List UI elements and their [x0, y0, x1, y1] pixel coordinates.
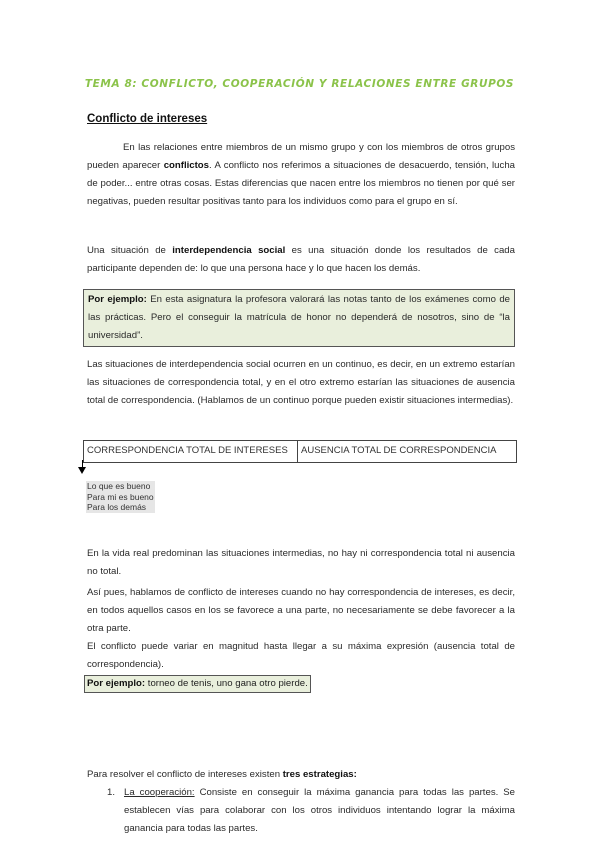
- note-line: Lo que es bueno: [87, 481, 151, 491]
- example-inline-box: [84, 675, 311, 693]
- list-number: 1.: [107, 787, 116, 798]
- example-paragraph: [88, 291, 510, 345]
- list-term: La cooperación:: [124, 787, 195, 798]
- example-text: En esta asignatura la profesora valorará las notas tanto de los exámenes como de las prácticas. Pero el conseguir la matrícula de honor no dependerá de nosotros, sino de “la universidad”.: [88, 294, 511, 341]
- table-cell-ausencia: AUSENCIA TOTAL DE CORRESPONDENCIA: [301, 445, 497, 456]
- text-run: Para resolver el conflicto de intereses existen: [87, 769, 283, 780]
- table-cell-total: CORRESPONDENCIA TOTAL DE INTERESES: [84, 441, 298, 462]
- list-text: Consiste en conseguir la máxima ganancia para todas las partes. Se establecen vías para colaborar con los otros individuos intentando lograr la máxima ganancia para todas las partes.: [124, 787, 515, 834]
- paragraph-estrategias: [87, 766, 515, 784]
- list-item: [124, 784, 515, 838]
- bold-term: conflictos: [163, 160, 209, 171]
- strategies-list: [107, 784, 515, 838]
- paragraph-magnitud: El conflicto puede variar en magnitud hasta llegar a su máxima expresión (ausencia total de correspondencia).: [87, 641, 515, 670]
- bold-term: tres estrategias:: [282, 769, 357, 780]
- paragraph-continuo: Las situaciones de interdependencia social ocurren en un continuo, es decir, en un extremo estarían las situaciones de correspondencia total, y en el otro extremo estarían las situaciones de ausencia total de correspondencia. (Hablamos de un continuo porque pueden existir situaciones intermedias).: [87, 359, 515, 406]
- text-run: . A conflicto nos referimos a situaciones de desacuerdo, tensión, lucha de poder... entre otras cosas. Estas diferencias que nacen entre los miembros no tienen por qué ser negativas, pueden resultar positivas tanto para los individuos como para el grupo en sí.: [87, 160, 515, 207]
- down-arrow-icon: [78, 467, 86, 474]
- paragraph-interdependencia: [87, 242, 515, 278]
- paragraph-conflictos: [87, 139, 515, 211]
- example-box: [83, 289, 515, 347]
- paragraph-vida-real: En la vida real predominan las situaciones intermedias, no hay ni correspondencia total ni ausencia no total.: [87, 548, 515, 577]
- correspondence-table: [83, 440, 517, 463]
- paragraph-asi-pues: Así pues, hablamos de conflicto de intereses cuando no hay correspondencia de intereses, es decir, en todos aquellos casos en los se favorece a una parte, no necesariamente se debe favorecer a la otra parte.: [87, 587, 515, 634]
- section-heading: Conflicto de intereses: [87, 113, 208, 125]
- bold-term: interdependencia social: [172, 245, 286, 256]
- note-line: Para los demás: [87, 502, 147, 512]
- document-title: TEMA 8: CONFLICTO, COOPERACIÓN Y RELACIONES ENTRE GRUPOS: [84, 78, 515, 90]
- note-line: Para mi es bueno: [87, 491, 154, 502]
- example-label: Por ejemplo:: [87, 678, 146, 689]
- text-run: En las relaciones entre miembros de un mismo grupo y con los miembros de otros grupos pueden aparecer: [87, 142, 515, 171]
- example-text: torneo de tenis, uno gana otro pierde.: [145, 678, 308, 689]
- example-label: Por ejemplo:: [88, 294, 147, 305]
- text-run: es una situación donde los resultados de cada participante dependen de: lo que una persona hace y lo que hacen los demás.: [87, 245, 515, 274]
- margin-notes: [86, 481, 155, 513]
- text-run: Una situación de: [87, 245, 173, 256]
